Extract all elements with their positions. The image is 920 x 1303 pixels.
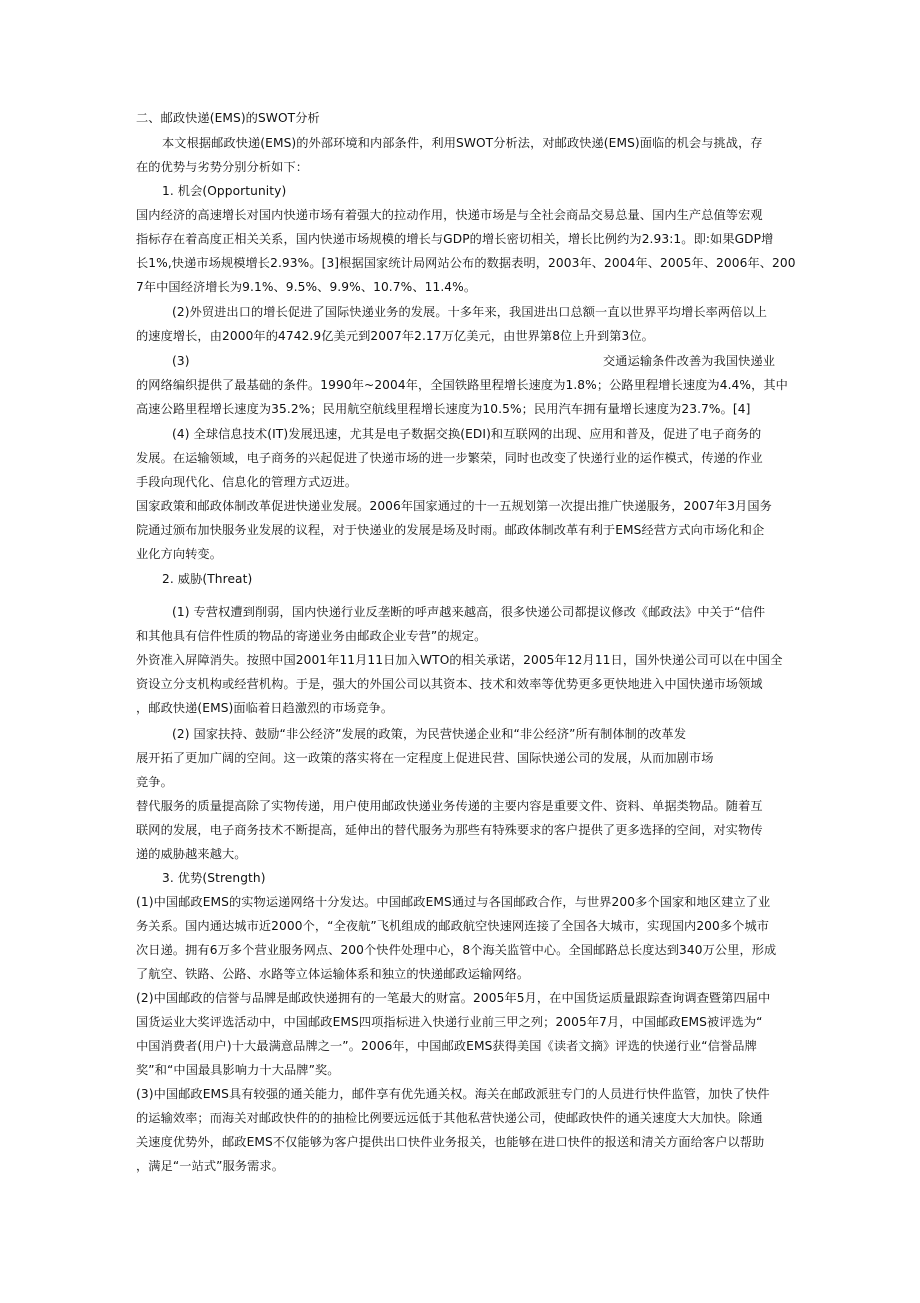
paragraph-line: 竞争。 xyxy=(136,775,173,789)
intro-line: 本文根据邮政快递(EMS)的外部环境和内部条件，利用SWOT分析法，对邮政快递(EMS)面临的机会与挑战，存 xyxy=(162,136,763,150)
paragraph-line: 递的威胁越来越大。 xyxy=(136,847,247,861)
paragraph-line: 业化方向转变。 xyxy=(136,547,223,561)
paragraph-line: 务关系。国内通达城市近2000个，“全夜航”飞机组成的邮政航空快速网连接了全国各大城市，实现国内200多个城市 xyxy=(136,919,770,933)
paragraph-line: 了航空、铁路、公路、水路等立体运输体系和独立的快递邮政运输网络。 xyxy=(136,967,530,981)
paragraph-line: 替代服务的质量提高除了实物传递，用户使用邮政快递业务传递的主要内容是重要文件、资料、单据类物品。随着互 xyxy=(136,799,763,813)
paragraph-line: 国内经济的高速增长对国内快递市场有着强大的拉动作用，快递市场是与全社会商品交易总量、国内生产总值等宏观 xyxy=(136,208,763,222)
paragraph-line: 发展。在运输领域，电子商务的兴起促进了快递市场的进一步繁荣，同时也改变了快递行业的运作模式，传递的作业 xyxy=(136,451,763,465)
paragraph-line: 资设立分支机构或经营机构。于是，强大的外国公司以其资本、技术和效率等优势更多更快地进入中国快递市场领域 xyxy=(136,677,763,691)
paragraph-line: ，邮政快递(EMS)面临着日趋激烈的市场竞争。 xyxy=(136,701,394,715)
paragraph-line: 中国消费者(用户)十大最满意品牌之一”。2006年，中国邮政EMS获得美国《读者文摘》评选的快递行业“信誉品牌 xyxy=(136,1039,757,1053)
paragraph-line: (2)中国邮政的信誉与品牌是邮政快递拥有的一笔最大的财富。2005年5月，在中国货运质量跟踪查询调查暨第四届中 xyxy=(136,991,771,1005)
paragraph-line: 长1%,快递市场规模增长2.93%。[3]根据国家统计局网站公布的数据表明，2003年、2004年、2005年、2006年、200 xyxy=(136,256,796,270)
heading-threat: 2. 威胁(Threat) xyxy=(162,572,253,586)
heading-strength: 3. 优势(Strength) xyxy=(162,871,266,885)
paragraph-line: (4) 全球信息技术(IT)发展迅速，尤其是电子数据交换(EDI)和互联网的出现、应用和普及，促进了电子商务的 xyxy=(172,427,762,441)
paragraph-line: 和其他具有信件性质的物品的寄递业务由邮政企业专营”的规定。 xyxy=(136,629,487,643)
paragraph-line: 次日递。拥有6万多个营业服务网点、200个快件处理中心，8个海关监管中心。全国邮路总长度达到340万公里，形成 xyxy=(136,943,777,957)
paragraph-line: 高速公路里程增长速度为35.2%；民用航空航线里程增长速度为10.5%；民用汽车拥有量增长速度为23.7%。[4] xyxy=(136,402,751,416)
paragraph-line: 联网的发展，电子商务技术不断提高，延伸出的替代服务为那些有特殊要求的客户提供了更多选择的空间，对实物传 xyxy=(136,823,763,837)
paragraph-line: 的运输效率；而海关对邮政快件的的抽检比例要远远低于其他私营快递公司，使邮政快件的通关速度大大加快。除通 xyxy=(136,1111,763,1125)
paragraph-line: (1) 专营权遭到削弱，国内快递行业反垄断的呼声越来越高，很多快递公司都提议修改《邮政法》中关于“信件 xyxy=(172,605,766,619)
paragraph-line: 外资准入屏障消失。按照中国2001年11月11日加入WTO的相关承诺，2005年12月11日，国外快递公司可以在中国全 xyxy=(136,653,783,667)
paragraph-line: 的网络编织提供了最基础的条件。1990年~2004年，全国铁路里程增长速度为1.8%；公路里程增长速度为4.4%，其中 xyxy=(136,378,788,392)
paragraph-line: ，满足“一站式”服务需求。 xyxy=(136,1159,284,1173)
paragraph-line: (2) 国家扶持、鼓励“非公经济”发展的政策，为民营快递企业和“非公经济”所有制体制的改革发 xyxy=(172,727,687,741)
paragraph-line: (2)外贸进出口的增长促进了国际快递业务的发展。十多年来，我国进出口总额一直以世界平均增长率两倍以上 xyxy=(172,305,768,319)
paragraph-line: (1)中国邮政EMS的实物运递网络十分发达。中国邮政EMS通过与各国邮政合作，与世界200多个国家和地区建立了业 xyxy=(136,895,771,909)
paragraph-line: 交通运输条件改善为我国快递业 xyxy=(603,354,776,368)
paragraph-number: (3) xyxy=(172,354,190,368)
paragraph-line: 手段向现代化、信息化的管理方式迈进。 xyxy=(136,475,358,489)
section-title: 二、邮政快递(EMS)的SWOT分析 xyxy=(136,111,320,125)
paragraph-line: 国家政策和邮政体制改革促进快递业发展。2006年国家通过的十一五规划第一次提出推广快递服务，2007年3月国务 xyxy=(136,499,772,513)
heading-opportunity: 1. 机会(Opportunity) xyxy=(162,184,287,198)
paragraph-line: (3)中国邮政EMS具有较强的通关能力，邮件享有优先通关权。海关在邮政派驻专门的人员进行快件监管，加快了快件 xyxy=(136,1087,770,1101)
paragraph-line: 指标存在着高度正相关关系，国内快递市场规模的增长与GDP的增长密切相关，增长比例约为2.93:1。即:如果GDP增 xyxy=(136,232,774,246)
paragraph-line: 奖”和“中国最具影响力十大品牌”奖。 xyxy=(136,1063,340,1077)
paragraph-line: 展开拓了更加广阔的空间。这一政策的落实将在一定程度上促进民营、国际快递公司的发展，从而加剧市场 xyxy=(136,751,714,765)
paragraph-line: 关速度优势外，邮政EMS不仅能够为客户提供出口快件业务报关，也能够在进口快件的报送和清关方面给客户以帮助 xyxy=(136,1135,765,1149)
paragraph-line: 7年中国经济增长为9.1%、9.5%、9.9%、10.7%、11.4%。 xyxy=(136,280,477,294)
paragraph-line: 的速度增长，由2000年的4742.9亿美元到2007年2.17万亿美元，由世界第8位上升到第3位。 xyxy=(136,329,654,343)
paragraph-line: 国货运业大奖评选活动中，中国邮政EMS四项指标进入快递行业前三甲之列；2005年7月，中国邮政EMS被评选为“ xyxy=(136,1015,763,1029)
paragraph-line: 院通过颁布加快服务业发展的议程，对于快递业的发展是场及时雨。邮政体制改革有利于EMS经营方式向市场化和企 xyxy=(136,523,765,537)
intro-line: 在的优势与劣势分别分析如下： xyxy=(136,160,309,174)
